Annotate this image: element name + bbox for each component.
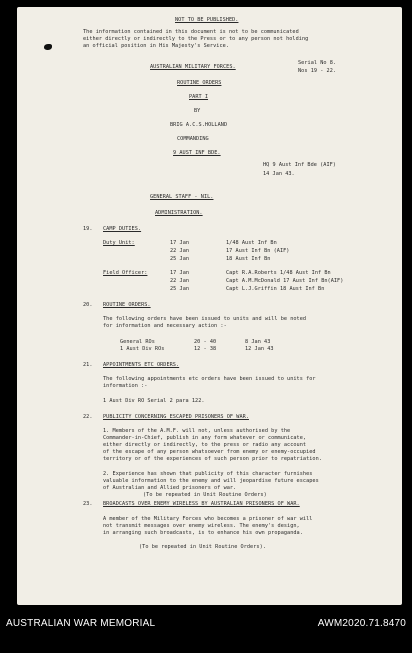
by-label: BY [194,108,201,114]
duty-day: 17 Jan [170,240,190,246]
nos-label: Nos 19 - 22. [298,68,337,74]
section-21-number: 21. [83,362,93,368]
secret-header: NOT TO BE PUBLISHED. [175,17,239,23]
section-22-text: territory or of the experiences of such person prior to repatriation. [103,456,322,462]
orders-type: 1 Aust Div ROs [120,346,165,352]
section-23-text: A member of the Military Forces who becomes a prisoner of war will [103,516,313,522]
section-23-text: in arranging such broadcasts, is to enhance his own propaganda. [103,530,303,536]
notice-line-3: an official position in His Majesty's Service. [83,43,229,49]
section-20-text: The following orders have been issued to units and will be noted [103,316,307,322]
section-22-repeat-note: (To be repeated in Unit Routine Orders) [143,492,267,498]
administration-heading: ADMINISTRATION. [155,210,203,216]
officer-name: Capt L.J.Griffin 18 Aust Inf Bn [226,286,325,292]
brigadier-name: BRIG A.C.S.HOLLAND [170,122,228,128]
document-date: 14 Jan 43. [263,171,295,177]
section-21-text: information :- [103,383,148,389]
notice-line-1: The information contained in this document is not to be communicated [83,29,299,35]
officer-name: Capt A.M.McDonald 17 Aust Inf Bn(AIF) [226,278,344,284]
duty-day: 22 Jan [170,248,190,254]
section-22-text: either directly or indirectly, to the press or radio any account [103,442,307,448]
section-19-number: 19. [83,226,93,232]
part-heading: PART I [189,94,209,100]
orders-date: 8 Jan 43 [245,339,271,345]
section-21-text: The following appointments etc orders have been issued to units for [103,376,316,382]
punch-hole [44,44,52,50]
section-20-number: 20. [83,302,93,308]
section-22-number: 22. [83,414,93,420]
general-staff-heading: GENERAL STAFF - NIL. [150,194,214,200]
duty-unit: 18 Aust Inf Bn [226,256,271,262]
notice-line-2: either directly or indirectly to the Press or to any person not holding [83,36,309,42]
orders-date: 12 Jan 43 [245,346,274,352]
section-22-text: of the escape of any person whatsoever from enemy or enemy-occupied [103,449,316,455]
section-23-text: not transmit messages over enemy wireless. The enemy's design, [103,523,300,529]
section-20-text: for information and necessary action :- [103,323,227,329]
unit-name: 9 AUST INF BDE. [173,150,221,156]
section-19-title: CAMP DUTIES. [103,226,142,232]
footer-credit: AUSTRALIAN WAR MEMORIAL [6,618,156,629]
section-23-number: 23. [83,501,93,507]
duty-unit: 1/48 Aust Inf Bn [226,240,277,246]
officer-name: Capt R.A.Roberts 1/48 Aust Inf Bn [226,270,331,276]
section-22-text: of Australian and Allied prisoners of war. [103,485,237,491]
footer-accession-number: AWM2020.71.8470 [317,618,406,629]
orders-range: 20 - 40 [194,339,217,345]
officer-day: 17 Jan [170,270,190,276]
duty-day: 25 Jan [170,256,190,262]
section-22-text: 1. Members of the A.M.F. will not, unless authorised by the [103,428,291,434]
hq-label: HQ 9 Aust Inf Bde (AIF) [263,162,336,168]
officer-day: 25 Jan [170,286,190,292]
section-21-item: 1 Aust Div RO Serial 2 para 122. [103,398,205,404]
issuer: AUSTRALIAN MILITARY FORCES. [150,64,236,70]
orders-range: 12 - 38 [194,346,217,352]
routine-orders-heading: ROUTINE ORDERS [177,80,222,86]
section-22-text: valuable information to the enemy and will jeopardise future escapes [103,478,319,484]
commanding-label: COMMANDING [177,136,209,142]
section-22-text: 2. Experience has shown that publicity of this character furnishes [103,471,313,477]
serial-label: Serial No 8. [298,60,337,66]
section-20-title: ROUTINE ORDERS. [103,302,151,308]
section-21-title: APPOINTMENTS ETC ORDERS. [103,362,180,368]
section-22-title: PUBLICITY CONCERNING ESCAPED PRISONERS OF WAR. [103,414,249,420]
document-page [17,7,402,605]
duty-unit: 17 Aust Inf Bn (AIF) [226,248,290,254]
officer-day: 22 Jan [170,278,190,284]
duty-unit-label: Duty Unit: [103,240,135,246]
section-23-title: BROADCASTS OVER ENEMY WIRELESS BY AUSTRALIAN PRISONERS OF WAR. [103,501,300,507]
section-22-text: Commander-in-Chief, publish in any form whatever or communicate, [103,435,307,441]
section-23-repeat-note: (To be repeated in Unit Routine Orders). [139,544,266,550]
field-officer-label: Field Officer: [103,270,148,276]
orders-type: General ROs [120,339,155,345]
